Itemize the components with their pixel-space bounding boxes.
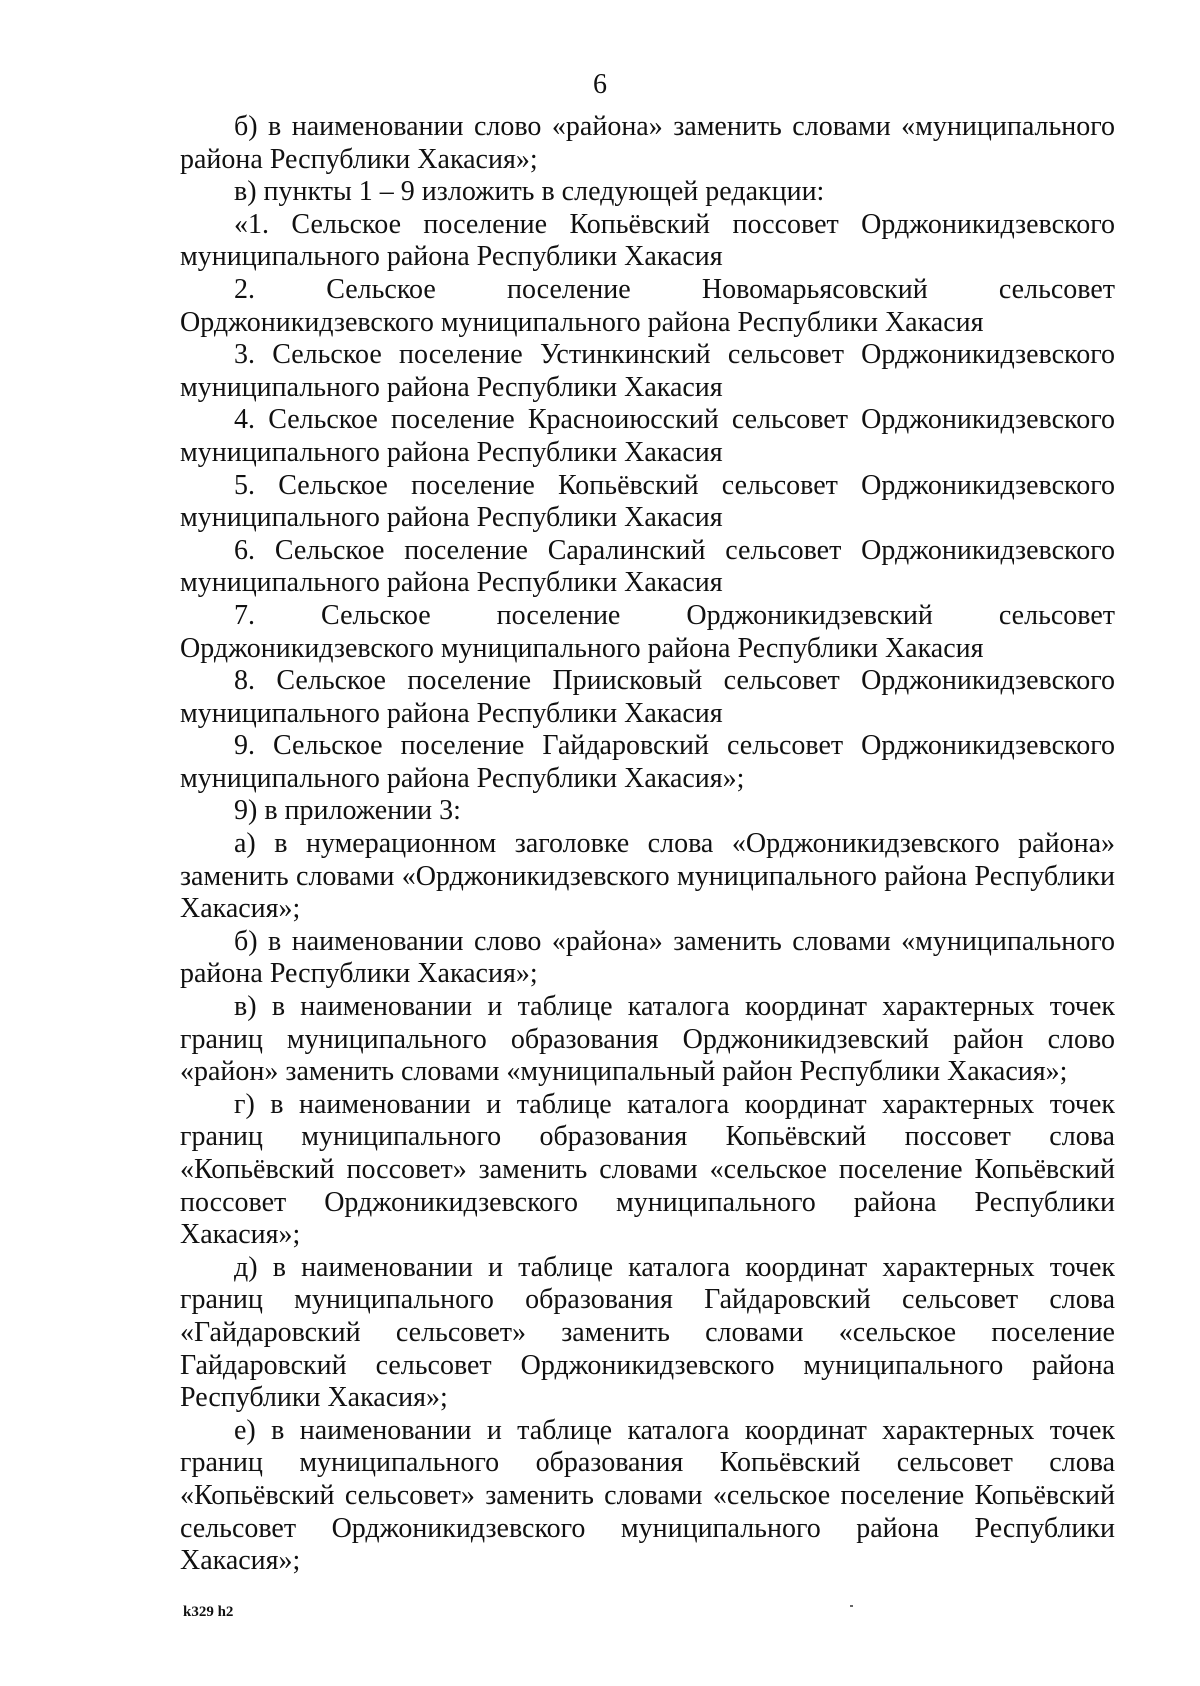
list-item-1: «1. Сельское поселение Копьёвский поссовет Орджоникидзевского муниципального района Республики Хакасия (180, 208, 1115, 273)
document-code: k329 h2 (183, 1604, 234, 1620)
list-item-7: 7. Сельское поселение Орджоникидзевский сельсовет Орджоникидзевского муниципального района Республики Хакасия (180, 599, 1115, 664)
list-item-9: 9. Сельское поселение Гайдаровский сельсовет Орджоникидзевского муниципального района Республики Хакасия»; (180, 730, 1115, 794)
paragraph-b-name: б) в наименовании слово «района» заменить словами «муниципального района Республики Хакасия»; (180, 925, 1115, 990)
list-item-5: 5. Сельское поселение Копьёвский сельсовет Орджоникидзевского муниципального района Республики Хакасия (180, 469, 1115, 534)
paragraph-b-name-rayon: б) в наименовании слово «района» заменить словами «муниципального района Республики Хакасия»; (180, 111, 1115, 175)
list-item-6: 6. Сельское поселение Саралинский сельсовет Орджоникидзевского муниципального района Республики Хакасия (180, 534, 1115, 599)
paragraph-v-items: в) пункты 1 – 9 изложить в следующей редакции: (234, 176, 825, 208)
paragraph-e-catalog: е) в наименовании и таблице каталога координат характерных точек границ муниципального образования Копьёвский сельсовет слова «Копьёвский сельсовет» заменить словами «сельское поселение Копьёвский сельсовет Орджоникидзевского муниципального района Республики Хакасия»; (180, 1414, 1115, 1577)
paragraph-g-catalog: г) в наименовании и таблице каталога координат характерных точек границ муниципального образования Копьёвский поссовет слова «Копьёвский поссовет» заменить словами «сельское поселение Копьёвский поссовет Орджоникидзевского муниципального района Республики Хакасия»; (180, 1088, 1115, 1251)
paragraph-appendix-3: 9) в приложении 3: (234, 795, 461, 827)
scan-artifact (850, 1605, 853, 1607)
list-item-4: 4. Сельское поселение Красноиюсский сельсовет Орджоникидзевского муниципального района Республики Хакасия (180, 404, 1115, 468)
paragraph-a-heading: а) в нумерационном заголовке слова «Орджоникидзевского района» заменить словами «Орджоникидзевского муниципального района Республики Хакасия»; (180, 828, 1115, 925)
list-item-3: 3. Сельское поселение Устинкинский сельсовет Орджоникидзевского муниципального района Республики Хакасия (180, 339, 1115, 403)
list-item-8: 8. Сельское поселение Приисковый сельсовет Орджоникидзевского муниципального района Республики Хакасия (180, 665, 1115, 729)
list-item-2: 2. Сельское поселение Новомарьясовский сельсовет Орджоникидзевского муниципального района Республики Хакасия (180, 273, 1115, 338)
paragraph-d-catalog: д) в наименовании и таблице каталога координат характерных точек границ муниципального образования Гайдаровский сельсовет слова «Гайдаровский сельсовет» заменить словами «сельское поселение Гайдаровский сельсовет Орджоникидзевского муниципального района Республики Хакасия»; (180, 1251, 1115, 1414)
document-body (180, 111, 1115, 1578)
page-number: 6 (593, 69, 607, 100)
paragraph-v-catalog: в) в наименовании и таблице каталога координат характерных точек границ муниципального образования Орджоникидзевский район слово «район» заменить словами «муниципальный район Республики Хакасия»; (180, 991, 1115, 1088)
